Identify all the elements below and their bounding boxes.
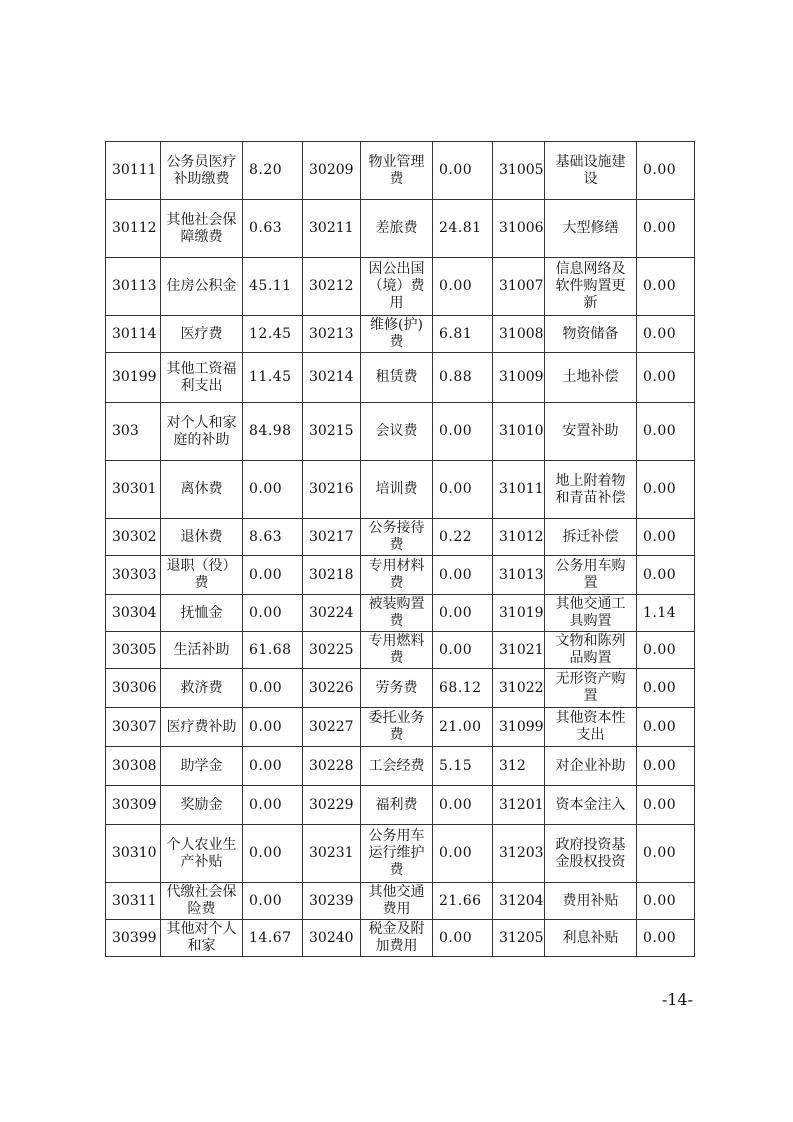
econ-code-cell: 30112: [106, 200, 161, 258]
econ-code-cell: 30303: [106, 556, 161, 595]
econ-code-cell: 31007: [493, 258, 545, 316]
item-name-cell: 退休费: [161, 519, 243, 556]
amount-cell: 0.00: [637, 461, 695, 519]
item-name-cell: 维修(护)费: [361, 316, 433, 353]
econ-code-cell: 30215: [303, 403, 361, 461]
item-name-cell: 劳务费: [361, 669, 433, 708]
item-name-cell: 其他工资福利支出: [161, 353, 243, 403]
amount-cell: 0.00: [433, 595, 493, 632]
econ-code-cell: 30218: [303, 556, 361, 595]
econ-code-cell: 30212: [303, 258, 361, 316]
amount-cell: 0.00: [243, 747, 303, 786]
econ-code-cell: 31012: [493, 519, 545, 556]
item-name-cell: 物资储备: [545, 316, 637, 353]
econ-code-cell: 31099: [493, 708, 545, 747]
econ-code-cell: 30216: [303, 461, 361, 519]
econ-code-cell: 30240: [303, 920, 361, 957]
item-name-cell: 文物和陈列品购置: [545, 632, 637, 669]
amount-cell: 11.45: [243, 353, 303, 403]
amount-cell: 0.00: [433, 142, 493, 200]
amount-cell: 0.00: [243, 595, 303, 632]
econ-code-cell: 31201: [493, 786, 545, 825]
amount-cell: 0.00: [243, 669, 303, 708]
econ-code-cell: 30111: [106, 142, 161, 200]
item-name-cell: 拆迁补偿: [545, 519, 637, 556]
item-name-cell: 利息补贴: [545, 920, 637, 957]
econ-code-cell: 30227: [303, 708, 361, 747]
table-row: [106, 595, 695, 632]
econ-code-cell: 30301: [106, 461, 161, 519]
econ-code-cell: 30309: [106, 786, 161, 825]
table-row: [106, 883, 695, 920]
item-name-cell: 代缴社会保险费: [161, 883, 243, 920]
econ-code-cell: 30308: [106, 747, 161, 786]
econ-code-cell: 30114: [106, 316, 161, 353]
amount-cell: 45.11: [243, 258, 303, 316]
item-name-cell: 个人农业生产补贴: [161, 825, 243, 883]
amount-cell: 0.00: [433, 786, 493, 825]
table-row: [106, 669, 695, 708]
econ-code-cell: 30217: [303, 519, 361, 556]
item-name-cell: 专用燃料费: [361, 632, 433, 669]
item-name-cell: 其他对个人和家: [161, 920, 243, 957]
amount-cell: 0.00: [637, 920, 695, 957]
econ-code-cell: 30228: [303, 747, 361, 786]
amount-cell: 0.00: [637, 519, 695, 556]
amount-cell: 84.98: [243, 403, 303, 461]
item-name-cell: 生活补助: [161, 632, 243, 669]
amount-cell: 8.20: [243, 142, 303, 200]
amount-cell: 12.45: [243, 316, 303, 353]
amount-cell: 0.00: [243, 825, 303, 883]
table-row: [106, 353, 695, 403]
econ-code-cell: 30307: [106, 708, 161, 747]
amount-cell: 0.00: [637, 825, 695, 883]
econ-code-cell: 30310: [106, 825, 161, 883]
econ-code-cell: 30209: [303, 142, 361, 200]
item-name-cell: 离休费: [161, 461, 243, 519]
econ-code-cell: 31204: [493, 883, 545, 920]
econ-code-cell: 31203: [493, 825, 545, 883]
amount-cell: 0.00: [243, 883, 303, 920]
item-name-cell: 救济费: [161, 669, 243, 708]
table-row: [106, 920, 695, 957]
item-name-cell: 福利费: [361, 786, 433, 825]
amount-cell: 0.00: [637, 258, 695, 316]
item-name-cell: 被装购置费: [361, 595, 433, 632]
econ-code-cell: 31205: [493, 920, 545, 957]
amount-cell: 0.00: [243, 708, 303, 747]
econ-code-cell: 31008: [493, 316, 545, 353]
amount-cell: 0.00: [637, 403, 695, 461]
econ-code-cell: 30311: [106, 883, 161, 920]
amount-cell: 8.63: [243, 519, 303, 556]
econ-code-cell: 30305: [106, 632, 161, 669]
amount-cell: 0.00: [433, 632, 493, 669]
amount-cell: 6.81: [433, 316, 493, 353]
econ-code-cell: 30304: [106, 595, 161, 632]
item-name-cell: 对企业补助: [545, 747, 637, 786]
item-name-cell: 委托业务费: [361, 708, 433, 747]
econ-code-cell: 31019: [493, 595, 545, 632]
item-name-cell: 抚恤金: [161, 595, 243, 632]
item-name-cell: 其他交通工具购置: [545, 595, 637, 632]
amount-cell: 0.00: [433, 403, 493, 461]
econ-code-cell: 30229: [303, 786, 361, 825]
item-name-cell: 医疗费: [161, 316, 243, 353]
item-name-cell: 其他资本性支出: [545, 708, 637, 747]
item-name-cell: 公务员医疗补助缴费: [161, 142, 243, 200]
amount-cell: 0.00: [637, 316, 695, 353]
amount-cell: 0.00: [433, 920, 493, 957]
item-name-cell: 公务用车运行维护费: [361, 825, 433, 883]
econ-code-cell: 31009: [493, 353, 545, 403]
item-name-cell: 退职（役）费: [161, 556, 243, 595]
item-name-cell: 无形资产购置: [545, 669, 637, 708]
table-row: [106, 258, 695, 316]
econ-code-cell: 30211: [303, 200, 361, 258]
table-row: [106, 403, 695, 461]
econ-code-cell: 30302: [106, 519, 161, 556]
table-row: [106, 786, 695, 825]
item-name-cell: 公务用车购置: [545, 556, 637, 595]
item-name-cell: 物业管理费: [361, 142, 433, 200]
amount-cell: 0.00: [637, 669, 695, 708]
amount-cell: 0.00: [433, 825, 493, 883]
item-name-cell: 税金及附加费用: [361, 920, 433, 957]
econ-code-cell: 31005: [493, 142, 545, 200]
table-row: [106, 747, 695, 786]
amount-cell: 0.00: [433, 556, 493, 595]
amount-cell: 0.00: [637, 142, 695, 200]
econ-code-cell: 30224: [303, 595, 361, 632]
econ-code-cell: 312: [493, 747, 545, 786]
table-row: [106, 142, 695, 200]
amount-cell: 14.67: [243, 920, 303, 957]
amount-cell: 0.00: [637, 708, 695, 747]
econ-code-cell: 30214: [303, 353, 361, 403]
econ-code-cell: 30239: [303, 883, 361, 920]
amount-cell: 0.63: [243, 200, 303, 258]
econ-code-cell: 31006: [493, 200, 545, 258]
page-number: -14-: [661, 990, 693, 1009]
table-body: [106, 142, 695, 957]
amount-cell: 5.15: [433, 747, 493, 786]
item-name-cell: 奖励金: [161, 786, 243, 825]
amount-cell: 24.81: [433, 200, 493, 258]
econ-code-cell: 30225: [303, 632, 361, 669]
item-name-cell: 差旅费: [361, 200, 433, 258]
econ-code-cell: 30113: [106, 258, 161, 316]
amount-cell: 0.00: [637, 632, 695, 669]
econ-code-cell: 31021: [493, 632, 545, 669]
item-name-cell: 大型修缮: [545, 200, 637, 258]
item-name-cell: 土地补偿: [545, 353, 637, 403]
amount-cell: 1.14: [637, 595, 695, 632]
item-name-cell: 对个人和家庭的补助: [161, 403, 243, 461]
amount-cell: 0.00: [637, 786, 695, 825]
amount-cell: 0.00: [637, 747, 695, 786]
amount-cell: 0.22: [433, 519, 493, 556]
item-name-cell: 地上附着物和青苗补偿: [545, 461, 637, 519]
amount-cell: 61.68: [243, 632, 303, 669]
item-name-cell: 基础设施建设: [545, 142, 637, 200]
item-name-cell: 专用材料费: [361, 556, 433, 595]
amount-cell: 0.00: [243, 461, 303, 519]
item-name-cell: 工会经费: [361, 747, 433, 786]
item-name-cell: 资本金注入: [545, 786, 637, 825]
econ-code-cell: 31011: [493, 461, 545, 519]
item-name-cell: 助学金: [161, 747, 243, 786]
econ-code-cell: 30399: [106, 920, 161, 957]
table-row: [106, 825, 695, 883]
amount-cell: 0.00: [433, 258, 493, 316]
amount-cell: 21.00: [433, 708, 493, 747]
amount-cell: 0.00: [637, 353, 695, 403]
item-name-cell: 其他交通费用: [361, 883, 433, 920]
econ-code-cell: 30199: [106, 353, 161, 403]
item-name-cell: 因公出国（境）费用: [361, 258, 433, 316]
item-name-cell: 租赁费: [361, 353, 433, 403]
item-name-cell: 住房公积金: [161, 258, 243, 316]
amount-cell: 0.00: [243, 786, 303, 825]
amount-cell: 0.00: [433, 461, 493, 519]
econ-code-cell: 30213: [303, 316, 361, 353]
table-row: [106, 519, 695, 556]
table-row: [106, 632, 695, 669]
amount-cell: 68.12: [433, 669, 493, 708]
item-name-cell: 其他社会保障缴费: [161, 200, 243, 258]
amount-cell: 0.00: [637, 200, 695, 258]
econ-code-cell: 31022: [493, 669, 545, 708]
econ-code-cell: 30306: [106, 669, 161, 708]
table-row: [106, 708, 695, 747]
budget-table: [105, 141, 695, 957]
item-name-cell: 政府投资基金股权投资: [545, 825, 637, 883]
amount-cell: 0.00: [637, 556, 695, 595]
item-name-cell: 医疗费补助: [161, 708, 243, 747]
amount-cell: 0.00: [243, 556, 303, 595]
econ-code-cell: 30226: [303, 669, 361, 708]
amount-cell: 21.66: [433, 883, 493, 920]
item-name-cell: 培训费: [361, 461, 433, 519]
econ-code-cell: 31013: [493, 556, 545, 595]
item-name-cell: 费用补贴: [545, 883, 637, 920]
amount-cell: 0.00: [637, 883, 695, 920]
econ-code-cell: 31010: [493, 403, 545, 461]
item-name-cell: 会议费: [361, 403, 433, 461]
amount-cell: 0.88: [433, 353, 493, 403]
table-row: [106, 316, 695, 353]
item-name-cell: 公务接待费: [361, 519, 433, 556]
item-name-cell: 安置补助: [545, 403, 637, 461]
table-row: [106, 200, 695, 258]
econ-code-cell: 30231: [303, 825, 361, 883]
econ-code-cell: 303: [106, 403, 161, 461]
table-row: [106, 461, 695, 519]
table-row: [106, 556, 695, 595]
item-name-cell: 信息网络及软件购置更新: [545, 258, 637, 316]
